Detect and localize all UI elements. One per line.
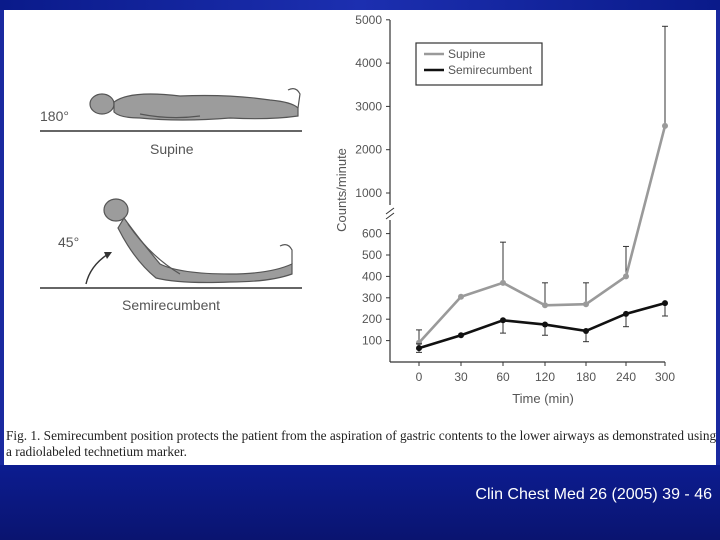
semirecumbent-point: [542, 322, 548, 328]
chart-legend: [416, 43, 542, 85]
semirecumbent-point: [623, 311, 629, 317]
semirecumbent-point: [662, 300, 668, 306]
y-tick-label: 500: [361, 248, 382, 262]
semirecumbent-point: [583, 328, 589, 334]
semirecumbent-line: [419, 303, 665, 348]
supine-point: [458, 294, 464, 300]
semirecumbent-angle-label: 45°: [58, 234, 80, 250]
figure-caption: Fig. 1. Semirecumbent position protects the patient from the aspiration of gastric contents to the lower airways as demonstrated using a radiolabeled technetium marker.: [6, 428, 717, 459]
x-tick-label: 300: [654, 370, 676, 384]
y-tick-label: 3000: [355, 99, 382, 114]
x-tick-label: 60: [496, 370, 510, 384]
legend-label: Semirecumbent: [448, 63, 533, 77]
x-tick-label: 0: [415, 370, 423, 384]
supine-point: [500, 280, 506, 286]
legend-label: Supine: [448, 47, 486, 61]
semirecumbent-point: [458, 332, 464, 338]
supine-label: Supine: [150, 141, 194, 157]
supine-angle-label: 180°: [40, 108, 69, 124]
y-tick-label: 100: [361, 333, 382, 348]
supine-line: [419, 126, 665, 343]
x-tick-label: 180: [575, 370, 597, 384]
x-axis-label: Time (min): [512, 391, 574, 406]
supine-point: [583, 301, 589, 307]
x-tick-label: 240: [615, 370, 637, 384]
semirecumbent-label: Semirecumbent: [122, 297, 221, 313]
supine-point: [623, 273, 629, 279]
y-tick-label: 5000: [355, 12, 382, 27]
supine-point: [662, 123, 668, 129]
y-tick-label: 2000: [355, 142, 382, 157]
y-tick-label: 200: [361, 312, 382, 327]
y-tick-label: 1000: [355, 186, 382, 200]
y-tick-label: 600: [361, 226, 382, 241]
supine-point: [542, 302, 548, 308]
citation-text: Clin Chest Med 26 (2005) 39 - 46: [475, 486, 712, 503]
y-axis-break-mark: [386, 208, 394, 219]
x-tick-label: 30: [454, 370, 468, 384]
y-axis-label: Counts/minute: [334, 148, 349, 232]
semirecumbent-point: [500, 317, 506, 323]
x-tick-label: 120: [534, 370, 556, 384]
y-tick-label: 400: [361, 269, 382, 284]
semirecumbent-point: [416, 345, 422, 351]
y-tick-label: 4000: [355, 56, 382, 71]
y-tick-label: 300: [361, 290, 382, 305]
